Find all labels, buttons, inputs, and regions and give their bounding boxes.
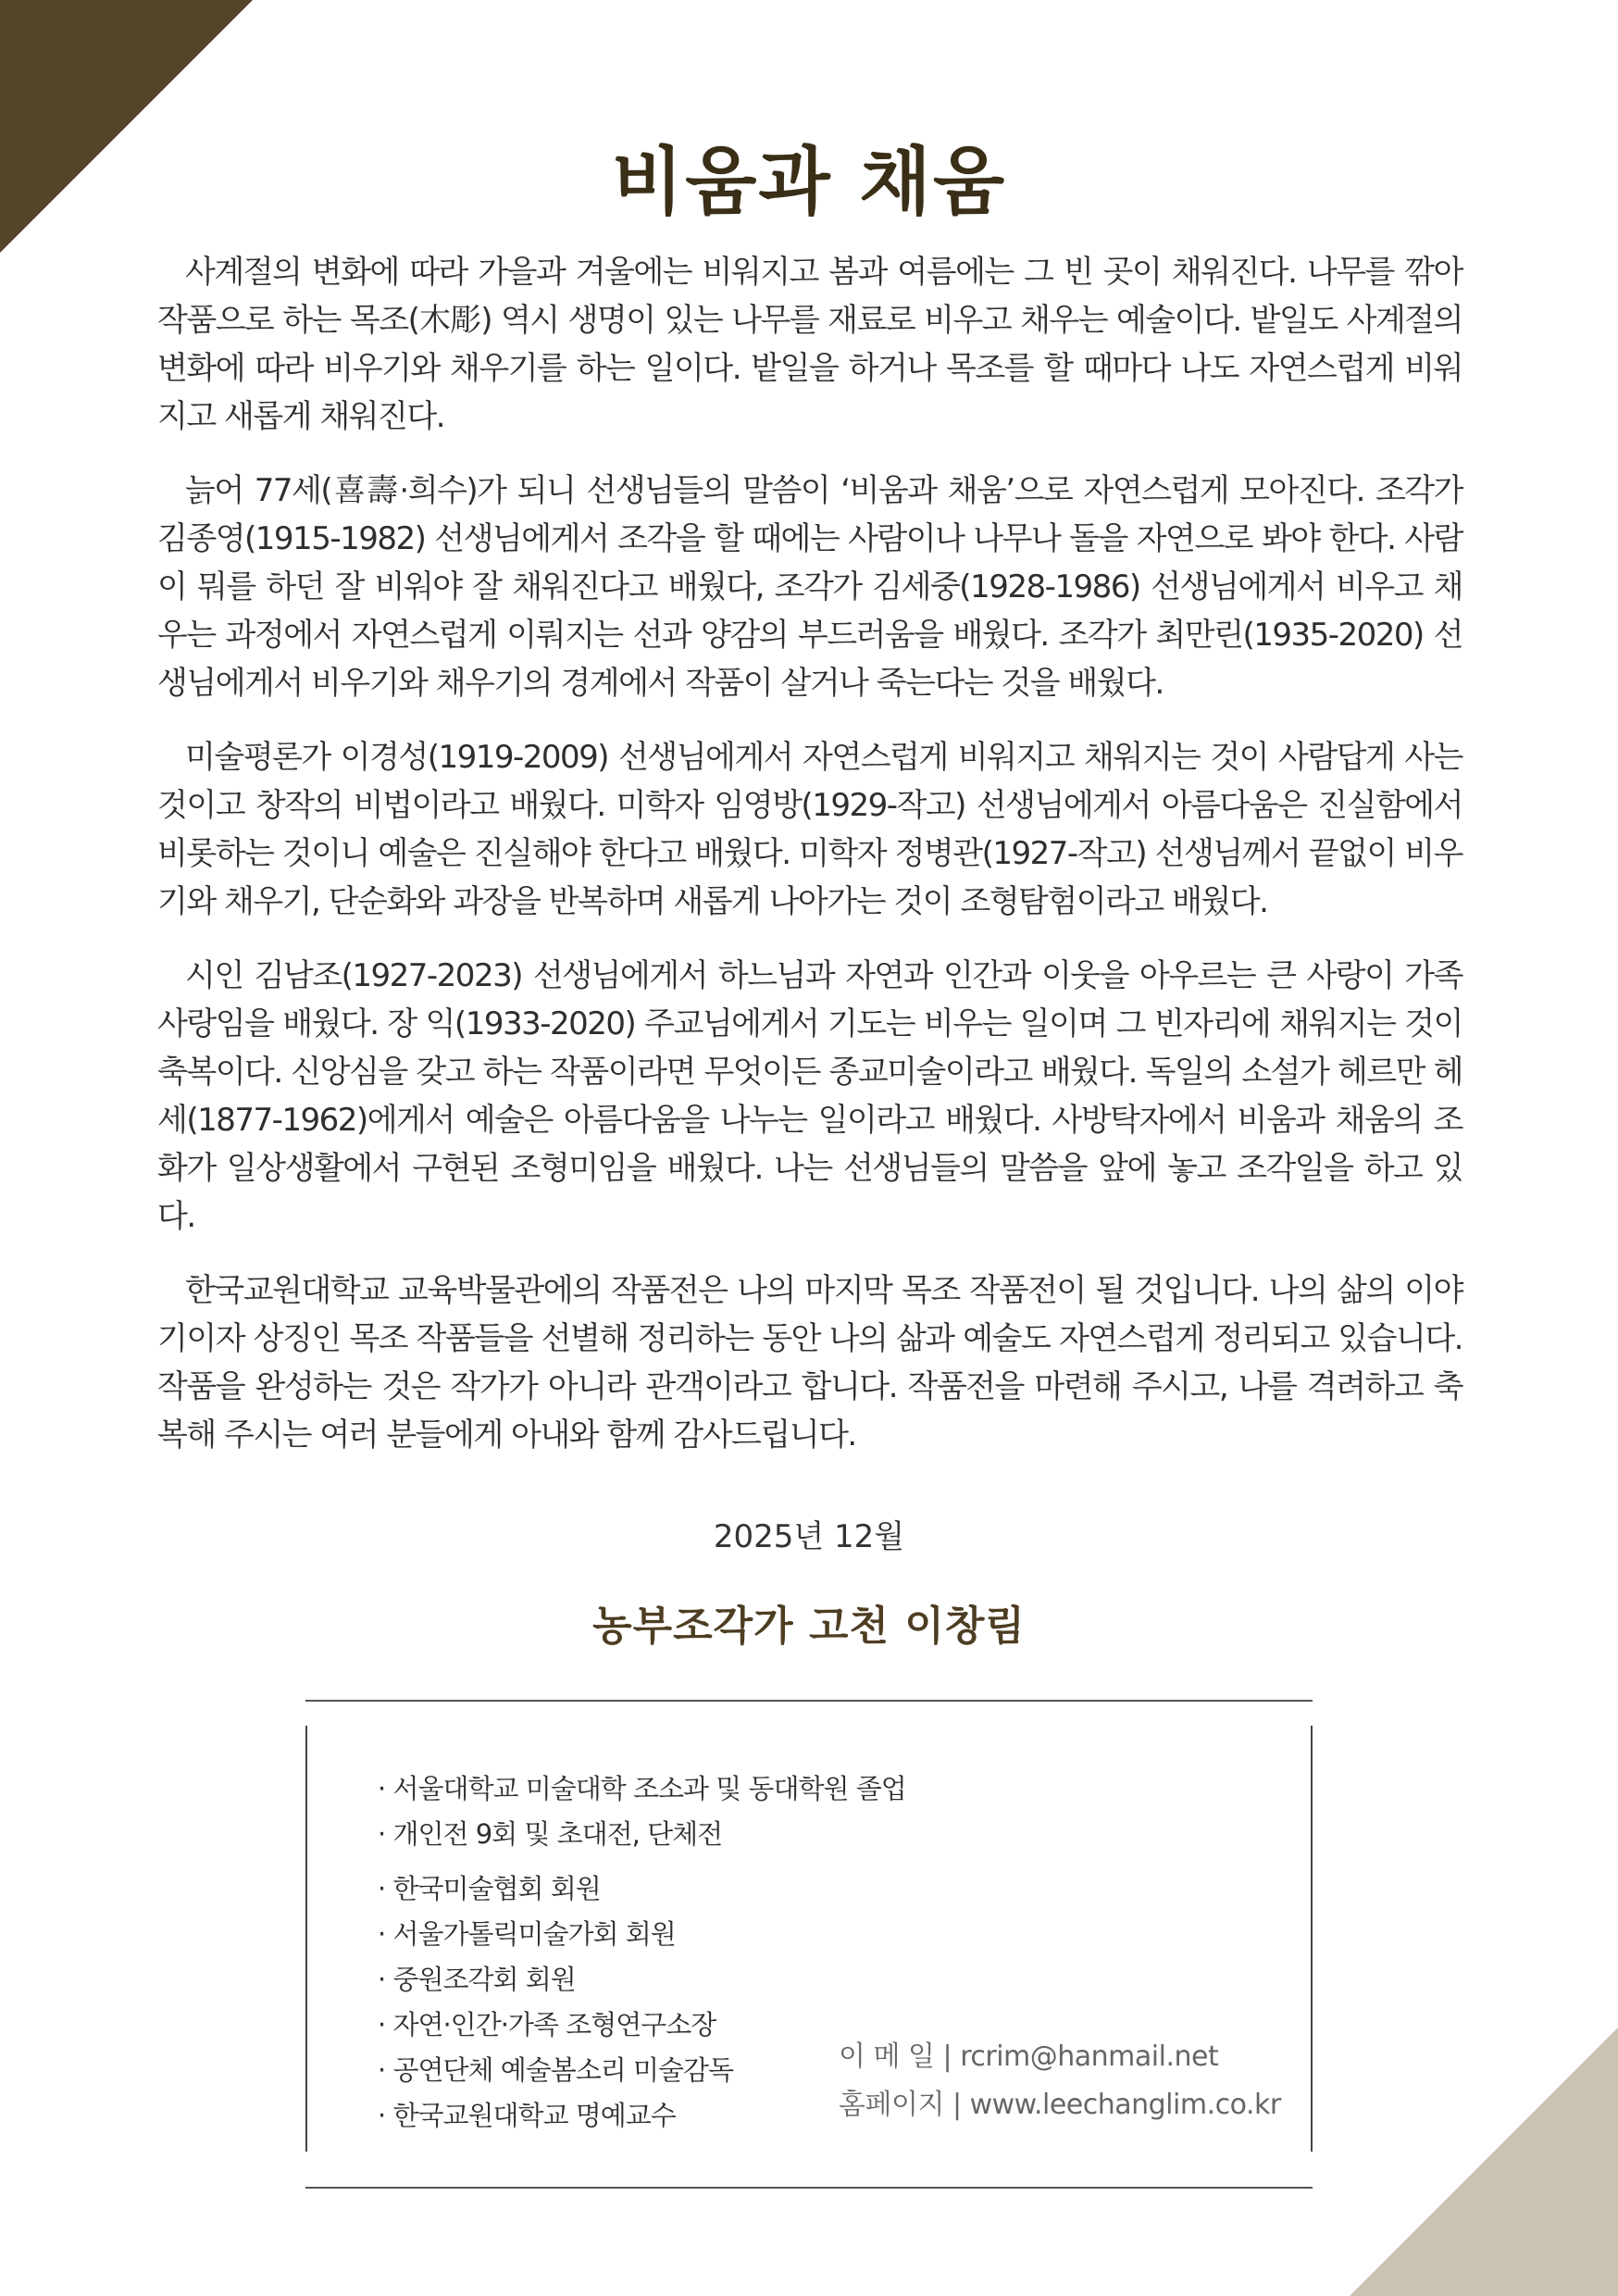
profile-item: · 서울대학교 미술대학 조소과 및 동대학원 졸업: [378, 1766, 906, 1812]
date: 2025년 12월: [713, 1518, 905, 1555]
profile-item: · 중원조각회 회원: [378, 1957, 906, 2003]
profile-item: · 서울가톨릭미술가회 회원: [378, 1912, 906, 1957]
profile-item: · 자연·인간·가족 조형연구소장: [378, 2003, 906, 2048]
paragraph-1: 사계절의 변화에 따라 가을과 겨울에는 비워지고 봄과 여름에는 그 빈 곳이 채워진다. 나무를 깎아 작품으로 하는 목조(木彫) 역시 생명이 있는 나무를 재료로 비우고 채우는 예술이다. 밭일도 사계절의 변화에 따라 비우기와 채우기를 하는 일이다. 밭일을 하거나 목조를 할 때마다 나도 자연스럽게 비워지고 새롭게 채워진다.: [157, 254, 1462, 435]
paragraph-3: 미술평론가 이경성(1919-2009) 선생님에게서 자연스럽게 비워지고 채워지는 것이 사람답게 사는 것이고 창작의 비법이라고 배웠다. 미학자 임영방(1929-작고) 선생님에게서 아름다움은 진실함에서 비롯하는 것이니 예술은 진실해야 한다고 배웠다. 미학자 정병관(1927-작고) 선생님께서 끝없이 비우기와 채우기, 단순화와 과장을 반복하며 새롭게 나아가는 것이 조형탐험이라고 배웠다.: [157, 739, 1462, 920]
author-profile-box: [305, 1700, 1313, 2183]
corner-decoration-bottom-right: [1350, 2028, 1618, 2296]
paragraph-4: 시인 김남조(1927-2023) 선생님에게서 하느님과 자연과 인간과 이웃을 아우르는 큰 사랑이 가족사랑임을 배웠다. 장 익(1933-2020) 주교님에게서 기도는 비우는 일이며 그 빈자리에 채워지는 것이 축복이다. 신앙심을 갖고 하는 작품이라면 무엇이든 종교미술이라고 배웠다. 독일의 소설가 헤르만 헤세(1877-1962)에게서 예술은 아름다움을 나누는 일이라고 배웠다. 사방탁자에서 비움과 채움의 조화가 일상생활에서 구현된 조형미임을 배웠다. 나는 선생님들의 말씀을 앞에 놓고 조각일을 하고 있다.: [157, 957, 1462, 1235]
paragraph-2: 늙어 77세(喜壽·희수)가 되니 선생님들의 말씀이 ‘비움과 채움’으로 자연스럽게 모아진다. 조각가 김종영(1915-1982) 선생님에게서 조각을 할 때에는 사람이나 나무나 돌을 자연으로 봐야 한다. 사람이 뭐를 하던 잘 비워야 잘 채워진다고 배웠다, 조각가 김세중(1928-1986) 선생님에게서 비우고 채우는 과정에서 자연스럽게 이뤄지는 선과 양감의 부드러움을 배웠다. 조각가 최만린(1935-2020) 선생님에게서 비우기와 채우기의 경계에서 작품이 살거나 죽는다는 것을 배웠다.: [157, 472, 1462, 702]
paragraph-5: 한국교원대학교 교육박물관에의 작품전은 나의 마지막 목조 작품전이 될 것입니다. 나의 삶의 이야기이자 상징인 목조 작품들을 선별해 정리하는 동안 나의 삶과 예술도 자연스럽게 정리되고 있습니다. 작품을 완성하는 것은 작가가 아니라 관객이라고 합니다. 작품전을 마련해 주시고, 나를 격려하고 축복해 주시는 여러 분들에게 아내와 함께 감사드립니다.: [157, 1272, 1462, 1454]
profile-item: · 한국미술협회 회원: [378, 1866, 906, 1912]
page-title: 비움과 채움: [611, 139, 1007, 225]
author-signature: 농부조각가 고천 이창림: [592, 1603, 1026, 1650]
box-left-rule: [305, 1726, 307, 2152]
contact-info: [839, 2033, 1281, 2129]
homepage-contact[interactable]: 홈페이지 | www.leechanglim.co.kr: [839, 2089, 1281, 2121]
profile-item: · 공연단체 예술봄소리 미술감독: [378, 2048, 906, 2093]
box-bottom-rule: [305, 2187, 1313, 2189]
box-right-rule: [1311, 1726, 1313, 2152]
profile-item: · 개인전 9회 및 초대전, 단체전: [378, 1812, 906, 1857]
profile-item: · 한국교원대학교 명예교수: [378, 2093, 906, 2139]
profile-list: [378, 1766, 906, 2139]
email-contact[interactable]: 이 메 일 | rcrim@hanmail.net: [839, 2040, 1219, 2073]
essay-body: [157, 248, 1462, 1485]
